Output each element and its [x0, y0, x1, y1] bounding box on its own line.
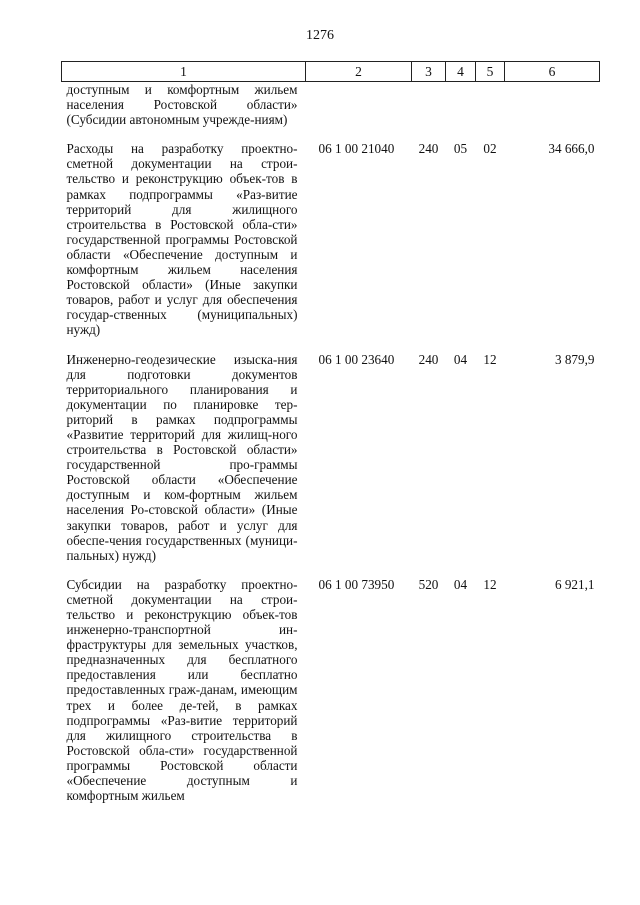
row-description: доступным и комфортным жильем населения Ростовской области» (Субсидии автономным учрежде-ниям)	[66, 82, 298, 128]
row-amount: 3 879,9	[554, 351, 595, 367]
row-section: 05	[453, 141, 468, 157]
row-expense-type	[412, 82, 446, 128]
row-code: 06 1 00 21040	[318, 141, 395, 157]
row-subsection: 02	[483, 141, 497, 157]
row-section: 04	[453, 576, 468, 592]
table-row	[62, 338, 600, 563]
row-expense-type: 240	[418, 351, 439, 367]
header-col-4: 4	[446, 62, 476, 82]
header-col-3: 3	[412, 62, 446, 82]
row-amount	[505, 82, 600, 128]
table-row	[62, 563, 600, 803]
row-code	[306, 82, 412, 128]
row-expense-type: 240	[418, 141, 439, 157]
page-number: 1276	[306, 28, 334, 43]
row-description: Инженерно-геодезические изыска-ния для подготовки документов территориального планирования и документации по планировке тер-риторий в рамках подпрограммы «Развитие территорий для жилищ-ного строительства в Ростовской области» государственной про-граммы Ростовской области «Обеспечение доступным и ком-фортным жильем населения Ро-стовской области» (Иные закупки товаров, работ и услуг для обеспе-чения государственных (муници-пальных) нужд)	[66, 351, 298, 563]
header-col-2: 2	[306, 62, 412, 82]
table-row	[62, 127, 600, 337]
row-subsection: 12	[483, 351, 497, 367]
row-subsection	[476, 82, 505, 128]
row-description: Субсидии на разработку проектно-сметной документации на строи-тельство и реконструкцию объек-тов инженерно-транспортной ин-фраструктуры для земельных участков, предназначенных для бесплатного предоставления или бесплатно предоставленных граж-данам, имеющим трех и более де-тей, в рамках подпрограммы «Раз-витие территорий для жилищного строительства в Ростовской обла-сти» государственной программы Ростовской области «Обеспечение доступным и комфортным жильем	[66, 576, 298, 804]
header-col-1: 1	[62, 62, 306, 82]
table-row	[62, 82, 600, 128]
row-expense-type: 520	[418, 576, 439, 592]
row-amount: 6 921,1	[554, 576, 595, 592]
budget-table	[61, 61, 600, 803]
row-section	[446, 82, 476, 128]
header-col-5: 5	[476, 62, 505, 82]
row-section: 04	[453, 351, 468, 367]
row-code: 06 1 00 23640	[318, 351, 395, 367]
row-subsection: 12	[483, 576, 497, 592]
header-col-6: 6	[505, 62, 600, 82]
header-row	[62, 62, 600, 82]
row-code: 06 1 00 73950	[318, 576, 395, 592]
row-description: Расходы на разработку проектно-сметной документации на строи-тельство и реконструкцию объек-тов в рамках подпрограммы «Раз-витие территорий для жилищного строительства в Ростовской обла-сти» государственной программы Ростовской области «Обеспечение доступным и комфортным жильем населения Ростовской области» (Иные закупки товаров, работ и услуг для обеспечения государ-ственных (муниципальных) нужд)	[66, 141, 298, 338]
row-amount: 34 666,0	[548, 141, 595, 157]
